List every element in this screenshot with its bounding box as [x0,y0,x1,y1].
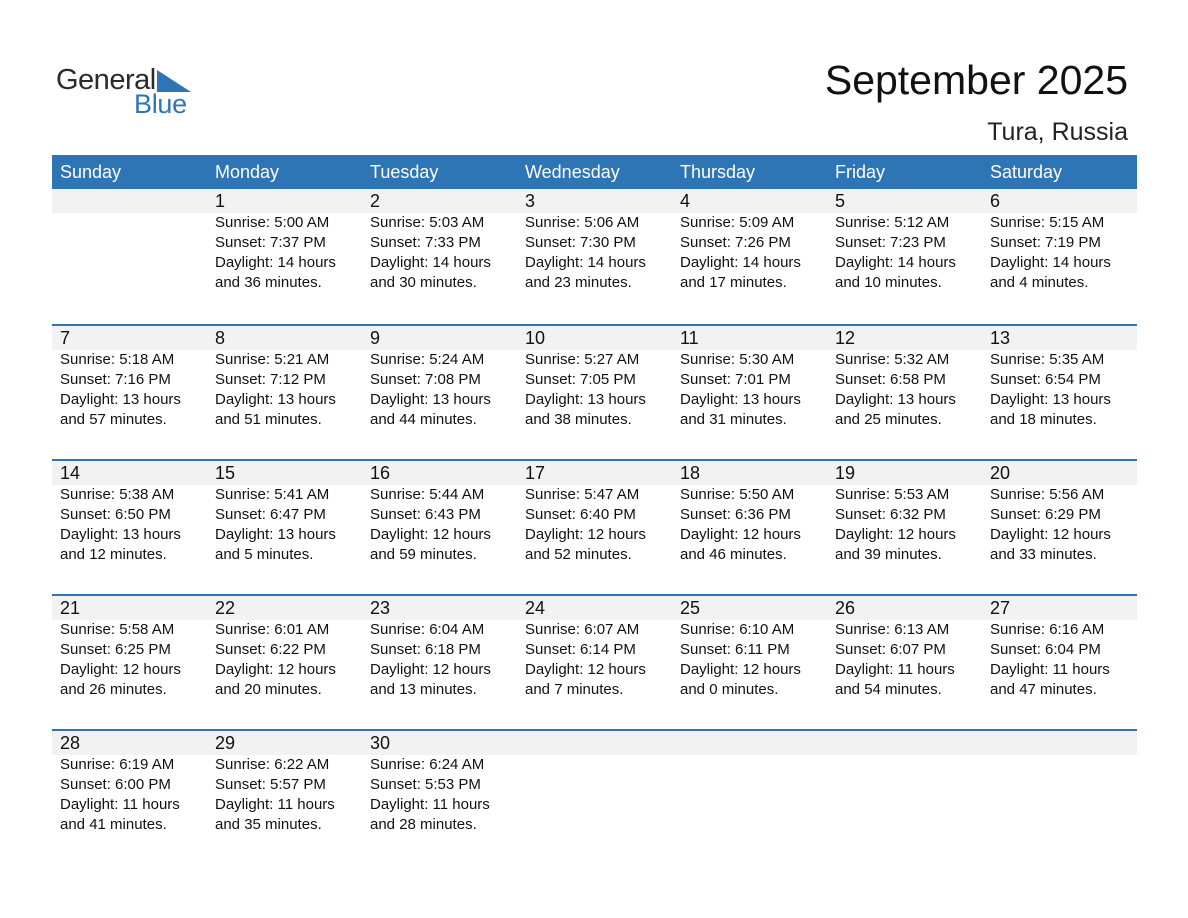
daylight-minutes-text: and 12 minutes. [60,546,167,563]
daylight-text: Daylight: 12 hours [680,526,801,543]
day-cell [52,189,207,293]
daylight-text: Daylight: 13 hours [370,391,491,408]
sunrise-text: Sunrise: 6:16 AM [990,621,1105,638]
sunset-text: Sunset: 7:26 PM [680,234,791,251]
sunset-text: Sunset: 6:00 PM [60,776,171,793]
weekday-friday: Friday [835,162,886,182]
daylight-text: Daylight: 12 hours [680,661,801,678]
day-cell [672,189,827,293]
week-cells [52,596,1137,700]
day-cell [672,596,827,700]
daylight-text: Daylight: 14 hours [525,254,646,271]
calendar-grid [52,155,1137,864]
daylight-minutes-text: and 46 minutes. [680,546,787,563]
daylight-text: Daylight: 13 hours [835,391,956,408]
week-cells [52,189,1137,293]
day-cell [207,596,362,700]
day-number: 28 [60,733,81,753]
sunset-text: Sunset: 5:53 PM [370,776,481,793]
day-number [60,189,207,213]
day-cell [207,189,362,293]
daylight-text: Daylight: 13 hours [215,526,336,543]
day-number: 6 [990,191,1001,211]
weekday-saturday: Saturday [990,162,1063,182]
weekday-sunday: Sunday [60,162,122,182]
daylight-minutes-text: and 18 minutes. [990,411,1097,428]
daylight-text: Daylight: 11 hours [990,661,1110,678]
day-number: 1 [215,191,226,211]
day-cell [52,731,207,835]
page-title: September 2025 [824,57,1128,103]
daylight-text: Daylight: 11 hours [215,796,335,813]
daylight-text: Daylight: 14 hours [215,254,336,271]
daylight-minutes-text: and 30 minutes. [370,274,477,291]
daylight-text: Daylight: 13 hours [525,391,646,408]
daylight-text: Daylight: 14 hours [680,254,801,271]
day-cell [362,461,517,565]
daylight-text: Daylight: 12 hours [525,661,646,678]
day-cell [672,326,827,430]
sunrise-text: Sunrise: 5:35 AM [990,351,1105,368]
daylight-text: Daylight: 14 hours [990,254,1111,271]
sunset-text: Sunset: 6:14 PM [525,641,636,658]
day-number: 10 [525,328,546,348]
week-row [52,459,1137,594]
week-cells [52,461,1137,565]
daylight-minutes-text: and 10 minutes. [835,274,942,291]
daylight-minutes-text: and 31 minutes. [680,411,787,428]
daylight-text: Daylight: 13 hours [60,391,181,408]
weekday-monday: Monday [215,162,280,182]
day-number: 22 [215,598,236,618]
day-number: 3 [525,191,536,211]
week-row [52,189,1137,324]
sunset-text: Sunset: 7:23 PM [835,234,946,251]
logo-word-blue: Blue [134,89,187,119]
sunset-text: Sunset: 7:05 PM [525,371,636,388]
sunrise-text: Sunrise: 5:03 AM [370,214,485,231]
daylight-minutes-text: and 38 minutes. [525,411,632,428]
brand-logo [56,64,206,120]
sunrise-text: Sunrise: 6:22 AM [215,756,330,773]
sunset-text: Sunset: 6:11 PM [680,641,790,658]
week-row [52,594,1137,729]
day-number: 21 [60,598,81,618]
weekday-thursday: Thursday [680,162,756,182]
sunrise-text: Sunrise: 5:21 AM [215,351,330,368]
sunrise-text: Sunrise: 6:10 AM [680,621,795,638]
day-cell [827,596,982,700]
day-number: 8 [215,328,226,348]
sunset-text: Sunset: 6:43 PM [370,506,481,523]
daylight-minutes-text: and 25 minutes. [835,411,942,428]
daylight-minutes-text: and 39 minutes. [835,546,942,563]
sunrise-text: Sunrise: 5:12 AM [835,214,950,231]
day-cell [982,731,1137,835]
sunrise-text: Sunrise: 5:44 AM [370,486,485,503]
day-cell [672,461,827,565]
sunset-text: Sunset: 7:12 PM [215,371,326,388]
daylight-text: Daylight: 12 hours [990,526,1111,543]
daylight-text: Daylight: 12 hours [60,661,181,678]
sunset-text: Sunset: 7:37 PM [215,234,326,251]
day-number: 9 [370,328,381,348]
daylight-minutes-text: and 33 minutes. [990,546,1097,563]
day-number: 18 [680,463,701,483]
daylight-text: Daylight: 13 hours [990,391,1111,408]
day-number: 25 [680,598,701,618]
day-cell [207,461,362,565]
day-cell [52,326,207,430]
day-cell [362,596,517,700]
daylight-minutes-text: and 20 minutes. [215,681,322,698]
day-number: 15 [215,463,236,483]
daylight-minutes-text: and 7 minutes. [525,681,624,698]
sunrise-text: Sunrise: 5:32 AM [835,351,950,368]
day-cell [982,461,1137,565]
day-cell [207,731,362,835]
sunset-text: Sunset: 7:19 PM [990,234,1101,251]
sunset-text: Sunset: 7:30 PM [525,234,636,251]
day-cell [517,731,672,835]
day-cell [517,326,672,430]
daylight-text: Daylight: 13 hours [60,526,181,543]
day-cell [517,596,672,700]
sunrise-text: Sunrise: 5:00 AM [215,214,330,231]
day-cell [362,731,517,835]
day-number: 14 [60,463,81,483]
day-cell [52,596,207,700]
sunrise-text: Sunrise: 6:19 AM [60,756,175,773]
sunrise-text: Sunrise: 5:38 AM [60,486,175,503]
day-number: 24 [525,598,546,618]
sunset-text: Sunset: 6:36 PM [680,506,791,523]
day-number: 29 [215,733,236,753]
daylight-minutes-text: and 4 minutes. [990,274,1089,291]
daylight-minutes-text: and 23 minutes. [525,274,632,291]
weekday-tuesday: Tuesday [370,162,439,182]
daylight-text: Daylight: 14 hours [835,254,956,271]
sunset-text: Sunset: 6:22 PM [215,641,326,658]
day-number: 7 [60,328,71,348]
location-label: Tura, Russia [987,118,1128,146]
daylight-minutes-text: and 47 minutes. [990,681,1097,698]
sunset-text: Sunset: 6:50 PM [60,506,171,523]
sunrise-text: Sunrise: 5:30 AM [680,351,795,368]
daylight-minutes-text: and 5 minutes. [215,546,314,563]
daylight-text: Daylight: 12 hours [370,661,491,678]
day-number [990,731,1137,755]
daylight-text: Daylight: 11 hours [370,796,490,813]
day-number: 16 [370,463,391,483]
sunset-text: Sunset: 7:33 PM [370,234,481,251]
daylight-minutes-text: and 52 minutes. [525,546,632,563]
logo-word-general: General [56,64,156,96]
sunset-text: Sunset: 6:18 PM [370,641,481,658]
day-cell [362,189,517,293]
sunrise-text: Sunrise: 6:07 AM [525,621,640,638]
week-row [52,324,1137,459]
day-number: 12 [835,328,856,348]
sunrise-text: Sunrise: 5:06 AM [525,214,640,231]
sunrise-text: Sunrise: 5:56 AM [990,486,1105,503]
sunrise-text: Sunrise: 5:18 AM [60,351,175,368]
sunrise-text: Sunrise: 5:58 AM [60,621,175,638]
sunrise-text: Sunrise: 5:41 AM [215,486,330,503]
sunset-text: Sunset: 5:57 PM [215,776,326,793]
day-number: 19 [835,463,856,483]
sunset-text: Sunset: 6:29 PM [990,506,1101,523]
sunset-text: Sunset: 7:16 PM [60,371,171,388]
day-number: 26 [835,598,856,618]
sunrise-text: Sunrise: 5:47 AM [525,486,640,503]
week-cells [52,731,1137,835]
week-row [52,729,1137,864]
day-number [835,731,982,755]
daylight-minutes-text: and 54 minutes. [835,681,942,698]
day-number [680,731,827,755]
daylight-minutes-text: and 41 minutes. [60,816,167,833]
day-number: 5 [835,191,846,211]
sunrise-text: Sunrise: 5:53 AM [835,486,950,503]
day-cell [517,461,672,565]
day-cell [982,326,1137,430]
daylight-minutes-text: and 51 minutes. [215,411,322,428]
day-cell [207,326,362,430]
day-number: 27 [990,598,1011,618]
weekday-wednesday: Wednesday [525,162,620,182]
sunset-text: Sunset: 6:58 PM [835,371,946,388]
day-cell [827,189,982,293]
day-cell [827,461,982,565]
day-number: 23 [370,598,391,618]
day-cell [672,731,827,835]
week-cells [52,326,1137,430]
day-cell [982,596,1137,700]
day-number: 2 [370,191,381,211]
sunset-text: Sunset: 6:40 PM [525,506,636,523]
day-number: 11 [680,328,699,348]
sunset-text: Sunset: 7:08 PM [370,371,481,388]
sunrise-text: Sunrise: 5:09 AM [680,214,795,231]
day-number: 20 [990,463,1011,483]
daylight-minutes-text: and 13 minutes. [370,681,477,698]
day-cell [827,731,982,835]
sunset-text: Sunset: 6:04 PM [990,641,1101,658]
day-number: 30 [370,733,391,753]
weekday-header [52,155,1137,189]
sunset-text: Sunset: 6:54 PM [990,371,1101,388]
daylight-minutes-text: and 44 minutes. [370,411,477,428]
day-number [525,731,672,755]
day-cell [827,326,982,430]
sunset-text: Sunset: 6:32 PM [835,506,946,523]
day-cell [517,189,672,293]
sunset-text: Sunset: 7:01 PM [680,371,791,388]
sunrise-text: Sunrise: 6:13 AM [835,621,950,638]
day-cell [982,189,1137,293]
daylight-text: Daylight: 12 hours [215,661,336,678]
daylight-text: Daylight: 11 hours [835,661,955,678]
daylight-minutes-text: and 26 minutes. [60,681,167,698]
sunrise-text: Sunrise: 6:01 AM [215,621,330,638]
weeks-container [52,189,1137,864]
sunrise-text: Sunrise: 5:27 AM [525,351,640,368]
day-cell [362,326,517,430]
daylight-minutes-text: and 35 minutes. [215,816,322,833]
day-cell [52,461,207,565]
daylight-minutes-text: and 0 minutes. [680,681,779,698]
sunrise-text: Sunrise: 6:24 AM [370,756,485,773]
sunrise-text: Sunrise: 5:15 AM [990,214,1105,231]
daylight-minutes-text: and 36 minutes. [215,274,322,291]
sunrise-text: Sunrise: 6:04 AM [370,621,485,638]
daylight-text: Daylight: 13 hours [215,391,336,408]
daylight-text: Daylight: 12 hours [370,526,491,543]
daylight-text: Daylight: 12 hours [525,526,646,543]
day-number: 4 [680,191,691,211]
daylight-text: Daylight: 11 hours [60,796,180,813]
sunset-text: Sunset: 6:47 PM [215,506,326,523]
daylight-minutes-text: and 28 minutes. [370,816,477,833]
sunrise-text: Sunrise: 5:24 AM [370,351,485,368]
sunset-text: Sunset: 6:07 PM [835,641,946,658]
daylight-minutes-text: and 17 minutes. [680,274,787,291]
daylight-text: Daylight: 13 hours [680,391,801,408]
daylight-text: Daylight: 14 hours [370,254,491,271]
day-number: 13 [990,328,1011,348]
day-number: 17 [525,463,546,483]
daylight-minutes-text: and 57 minutes. [60,411,167,428]
sunrise-text: Sunrise: 5:50 AM [680,486,795,503]
daylight-minutes-text: and 59 minutes. [370,546,477,563]
daylight-text: Daylight: 12 hours [835,526,956,543]
sunset-text: Sunset: 6:25 PM [60,641,171,658]
